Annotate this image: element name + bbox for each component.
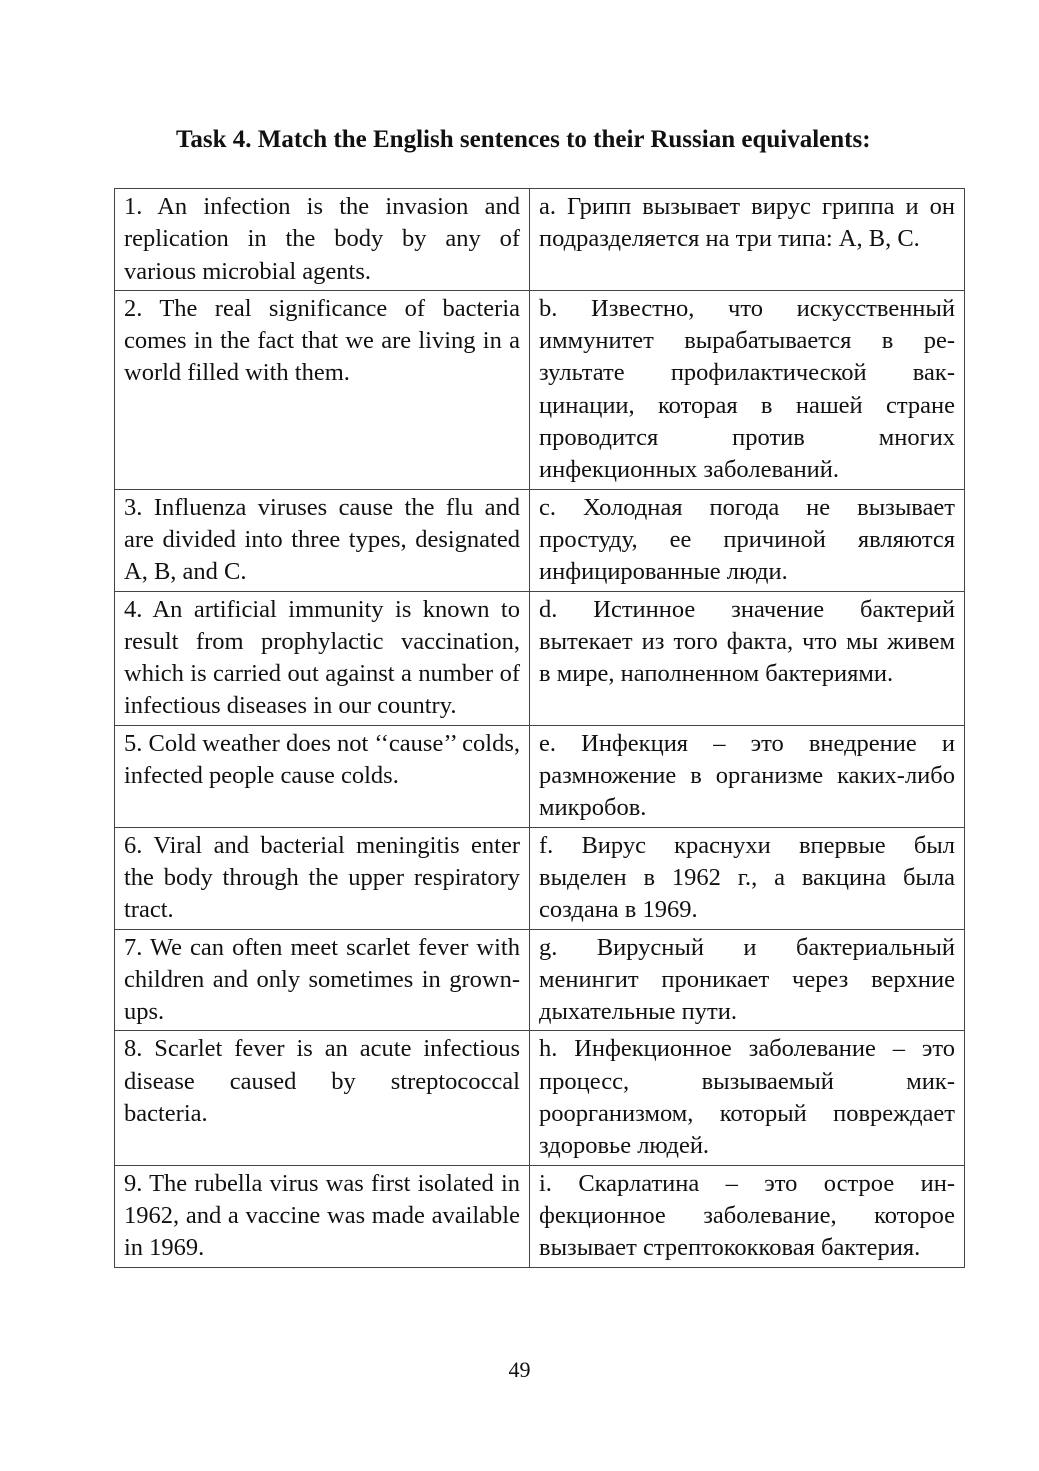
task-heading: Task 4. Match the English sentences to their Russian equivalents: <box>176 126 871 153</box>
english-sentence: 2. The real significance of bacteria comes in the fact that we are living in a world filled with them. <box>115 290 530 489</box>
russian-sentence: c. Холодная погода не вызывает простуду, ее причиной являются инфицированные люди. <box>530 489 965 591</box>
russian-sentence: h. Инфекционное заболевание – это процесс, вызываемый микроорганизмом, который повреждает здоровье людей. <box>530 1031 965 1165</box>
english-sentence: 9. The rubella virus was first isolated in 1962, and a vaccine was made available in 1969. <box>115 1165 530 1267</box>
english-sentence: 8. Scarlet fever is an acute infectious disease caused by streptococcal bacteria. <box>115 1031 530 1165</box>
english-sentence: 6. Viral and bacterial meningitis enter the body through the upper respiratory tract. <box>115 827 530 929</box>
table-row <box>115 1031 965 1165</box>
page-number: 49 <box>508 1357 531 1382</box>
russian-sentence: g. Вирусный и бактериальный менингит проникает через верхние дыхательные пути. <box>530 929 965 1031</box>
russian-sentence: b. Известно, что искусственный иммунитет вырабатывается в результате профилактической вакцинации, которая в нашей стране проводится против многих инфекционных заболеваний. <box>530 290 965 489</box>
english-sentence: 4. An artificial immunity is known to result from prophylactic vaccination, which is carried out against a number of infectious diseases in our country. <box>115 591 530 725</box>
english-sentence: 7. We can often meet scarlet fever with children and only sometimes in grown-ups. <box>115 929 530 1031</box>
table-row <box>115 929 965 1031</box>
table-row <box>115 1165 965 1267</box>
russian-sentence: i. Скарлатина – это острое инфекционное заболевание, которое вызывает стрептококковая бактерия. <box>530 1165 965 1267</box>
table-row <box>115 827 965 929</box>
russian-sentence: a. Грипп вызывает вирус гриппа и он подразделяется на три типа: А, В, С. <box>530 189 965 291</box>
english-sentence: 1. An infection is the invasion and replication in the body by any of various microbial agents. <box>115 189 530 291</box>
matching-table <box>114 188 965 1268</box>
table-row <box>115 725 965 827</box>
table-row <box>115 189 965 291</box>
english-sentence: 5. Cold weather does not ‘‘cause’’ colds, infected people cause colds. <box>115 725 530 827</box>
table-row <box>115 489 965 591</box>
russian-sentence: f. Вирус краснухи впервые был выделен в 1962 г., а вакцина была создана в 1969. <box>530 827 965 929</box>
russian-sentence: d. Истинное значение бактерий вытекает из того факта, что мы живем в мире, наполненном бактериями. <box>530 591 965 725</box>
english-sentence: 3. Influenza viruses cause the flu and are divided into three types, designated A, B, and C. <box>115 489 530 591</box>
table-row <box>115 290 965 489</box>
table-row <box>115 591 965 725</box>
russian-sentence: e. Инфекция – это внедрение и размножение в организме каких-либо микробов. <box>530 725 965 827</box>
